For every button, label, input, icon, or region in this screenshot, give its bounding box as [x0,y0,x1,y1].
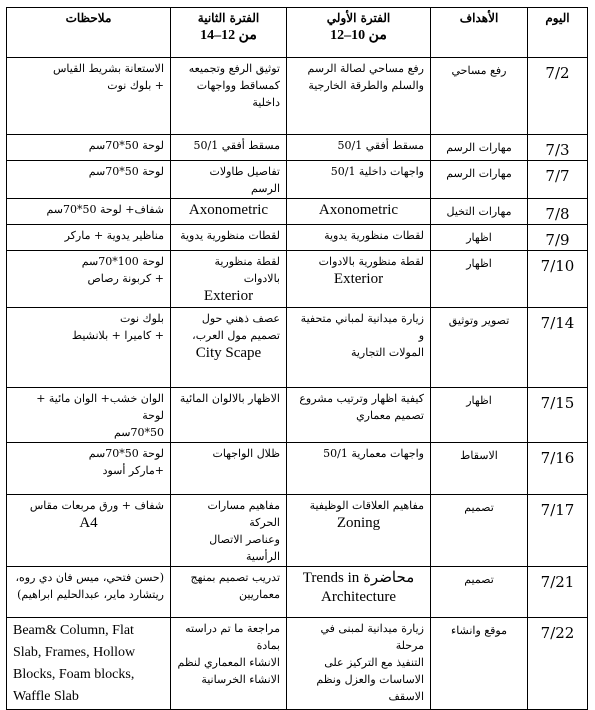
notes-cell [7,161,171,199]
period-1-cell-line: لقطات منظورية يدوية [324,229,424,242]
table-row [7,495,588,567]
period-1-cell-line: واجهات معمارية 50/1 [323,447,424,460]
period-2-cell-line: Exterior [203,288,254,304]
day-cell: 7/22 [528,618,588,710]
period-1-cell-line: Architecture [321,589,396,605]
goal-cell: اظهار [431,225,528,251]
period-2-cell [171,135,287,161]
notes-cell-line: شفاف + ورق مربعات مقاس [29,499,164,512]
day-cell: 7/3 [528,135,588,161]
table-row [7,135,588,161]
notes-cell-line: Beam& Column, Flat [13,623,134,638]
notes-cell-line: + كربونة رصاص [87,272,164,285]
period-1-cell [287,567,431,618]
period-2-cell-line: مسقط أفقي 50/1 [193,139,280,152]
table-row [7,199,588,225]
period-1-cell [287,388,431,443]
period-1-cell [287,135,431,161]
period-2-cell-line: تفاصيل طاولات الرسم [209,165,280,195]
period-2-cell-line: لقطات منظورية يدوية [180,229,280,242]
header-period-2 [171,8,287,58]
notes-cell [7,135,171,161]
notes-cell-line: لوحة 50*70سم [88,165,164,178]
notes-cell-line: + كاميرا + بلانشيط [71,329,164,342]
period-1-cell [287,199,431,225]
notes-cell-line: A4 [79,515,98,531]
table-row [7,251,588,308]
goal-cell: مهارات الرسم [431,135,528,161]
table-row [7,58,588,135]
notes-cell-line: لوحة 50*70سم [88,139,164,152]
period-2-cell-line: الاظهار بالالوان المائية [179,392,280,405]
period-2-cell-line: وعناصر الاتصال الرأسية [209,533,280,563]
period-2-cell-line: الانشاء المعماري لنظم [177,656,280,669]
period-1-cell [287,58,431,135]
period-1-cell [287,443,431,495]
period-2-cell [171,388,287,443]
period-1-cell-line: زيارة ميدانية لمباني متحفية و [300,312,424,342]
notes-cell-line: 50*70سم [113,426,164,439]
period-2-title: الفترة الثانية [197,11,260,25]
period-2-cell-line: مفاهيم مسارات الحركة [207,499,280,529]
period-2-cell-line: لقطة منظورية بالادوات [214,255,280,285]
notes-cell-line: + بلوك نوت [107,79,164,92]
header-day: اليوم [528,8,588,58]
period-2-cell [171,443,287,495]
notes-cell [7,388,171,443]
period-1-cell-line: Exterior [333,271,384,287]
notes-cell [7,251,171,308]
period-2-cell-line: كمساقط وواجهات [196,79,280,92]
period-1-cell-line: الاسقف [388,690,424,703]
notes-cell-line: +ماركر أسود [102,464,164,477]
notes-cell-line: لوحة 50*70سم [88,447,164,460]
period-1-cell-line: والسلم والطرقة الخارجية [308,79,424,92]
day-cell: 7/7 [528,161,588,199]
period-1-cell-line: مفاهيم العلاقات الوظيفية [309,499,424,512]
period-1-cell-line: كيفية اظهار وترتيب مشروع [299,392,424,405]
table-row [7,225,588,251]
period-2-cell-line: مراجعة ما تم دراسته بمادة [185,622,280,652]
period-1-cell [287,308,431,388]
goal-cell: تصوير وتوثيق [431,308,528,388]
notes-cell-line: Waffle Slab [13,689,79,704]
day-cell: 7/21 [528,567,588,618]
goal-cell: اظهار [431,388,528,443]
day-cell: 7/8 [528,199,588,225]
period-2-cell [171,58,287,135]
notes-cell-line: بلوك نوت [119,312,164,325]
period-1-cell [287,161,431,199]
period-2-cell-line: تصميم مول العرب، [192,329,280,342]
day-cell: 7/17 [528,495,588,567]
table-row [7,443,588,495]
period-2-cell-line: داخلية [252,96,280,109]
period-1-title: الفترة الأولي [326,11,391,25]
period-2-cell-line: تدريب تصميم بمنهج [190,571,280,584]
notes-cell-line: Blocks, Foam blocks, [13,667,135,682]
notes-cell-line: Slab, Frames, Hollow [13,645,136,660]
period-2-cell-line: معماريين [239,588,280,601]
notes-cell [7,58,171,135]
header-goals: الأهداف [431,8,528,58]
period-1-cell-line: تصميم معماري [356,409,424,422]
period-2-cell [171,567,287,618]
period-2-cell-line: ظلال الواجهات [212,447,280,460]
notes-cell-line: الوان خشب+ الوان مائية + لوحة [36,392,164,422]
period-1-cell [287,225,431,251]
notes-cell-line: (حسن فتحي، ميس فان دي روه، [15,571,164,584]
notes-cell [7,567,171,618]
period-2-cell [171,225,287,251]
goal-cell: مهارات الرسم [431,161,528,199]
notes-cell [7,443,171,495]
period-1-cell-line: محاضرة Trends in [302,570,415,586]
schedule-table [6,7,588,710]
period-2-cell [171,618,287,710]
goal-cell: رفع مساحي [431,58,528,135]
table-row [7,308,588,388]
notes-cell-line: شفاف+ لوحة 50*70سم [46,203,164,216]
notes-cell [7,199,171,225]
period-1-cell-line: زيارة ميدانية لمبنى في مرحلة [320,622,424,652]
period-2-time: من 12–14 [200,28,257,43]
period-1-cell [287,251,431,308]
period-1-cell-line: لقطة منظورية بالادوات [318,255,424,268]
period-2-cell [171,251,287,308]
notes-cell-line: ريتشارد ماير، عبدالحليم ابراهيم) [17,588,164,601]
goal-cell: مهارات التخيل [431,199,528,225]
day-cell: 7/10 [528,251,588,308]
period-2-cell [171,161,287,199]
notes-cell-line: مناظير يدوية + ماركر [64,229,164,242]
day-cell: 7/2 [528,58,588,135]
period-1-cell-line: التنفيذ مع التركيز على [324,656,424,669]
table-row [7,388,588,443]
header-notes: ملاحظات [7,8,171,58]
goal-cell: موقع وانشاء [431,618,528,710]
period-2-cell-line: عصف ذهني حول [201,312,280,325]
period-2-cell [171,308,287,388]
day-cell: 7/16 [528,443,588,495]
period-2-cell-line: الانشاء الخرسانية [201,673,280,686]
table-row [7,618,588,710]
period-2-cell [171,199,287,225]
period-1-cell-line: رفع مساحي لصالة الرسم [307,62,424,75]
goal-cell: اظهار [431,251,528,308]
notes-cell [7,308,171,388]
period-1-cell-line: الاساسات والعزل ونظم [316,673,424,686]
notes-cell-line: الاستعانة بشريط القياس [53,62,164,75]
period-1-cell-line: واجهات داخلية 50/1 [330,165,424,178]
goal-cell: تصميم [431,567,528,618]
goal-cell: الاسقاط [431,443,528,495]
notes-cell-line: لوحة 100*70سم [81,255,164,268]
period-2-cell [171,495,287,567]
notes-cell [7,495,171,567]
period-1-time: من 10–12 [330,28,387,43]
period-1-cell-line: Axonometric [318,202,399,218]
table-row [7,567,588,618]
period-1-cell-line: مسقط أفقي 50/1 [337,139,424,152]
header-period-1 [287,8,431,58]
period-1-cell [287,495,431,567]
notes-cell [7,618,171,710]
table-row [7,161,588,199]
period-2-cell-line: Axonometric [188,202,269,218]
period-1-cell-line: Zoning [336,515,381,531]
period-2-cell-line: توثيق الرفع وتجميعه [188,62,280,75]
notes-cell [7,225,171,251]
period-1-cell [287,618,431,710]
header-row [7,8,588,58]
day-cell: 7/9 [528,225,588,251]
period-1-cell-line: المولات التجارية [350,346,424,359]
goal-cell: تصميم [431,495,528,567]
period-2-cell-line: City Scape [195,345,262,361]
day-cell: 7/15 [528,388,588,443]
day-cell: 7/14 [528,308,588,388]
